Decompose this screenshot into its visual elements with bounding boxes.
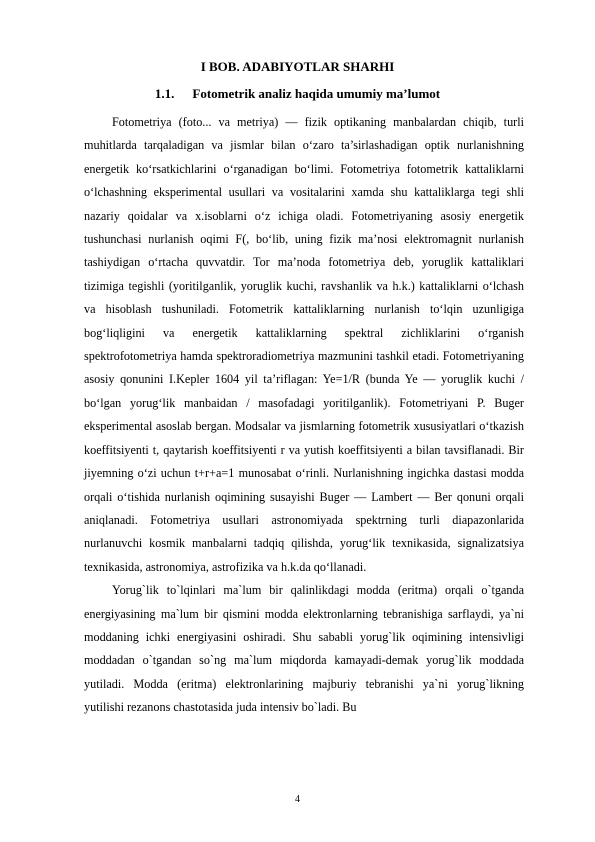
section-title: Fotometrik analiz haqida umumiy ma’lumot	[192, 86, 441, 101]
paragraph-2: Yorug`lik to`lqinlari ma`lum bir qalinlikdagi modda (eritma) orqali o`tganda energiyasining ma`lum bir qismini modda elektronlarning tebranishiga sarflaydi, ya`ni moddaning ichki energiyasini oshiradi. Shu sababli yorug`lik oqimining intensivligi moddadan o`tgandan so`ng ma`lum miqdorda kamayadi-demak yorug`lik moddada yutiladi. Modda (eritma) elektronlarining majburiy tebranishi ya`ni yorug`likning yutilishi rezanons chastotasida juda intensiv bo`ladi. Bu	[84, 583, 524, 715]
body-text	[84, 111, 524, 720]
page-number: 4	[295, 794, 300, 805]
section-number: 1.1.	[154, 86, 175, 101]
paragraph-1: Fotometriya (foto... va metriya) — fizik optikaning manbalardan chiqib, turli muhitlarda tarqaladigan va jismlar bilan o‘zaro ta’sirlashadigan optik nurlanishning energetik ko‘rsatkichlarini o‘rganadigan bo‘limi. Fotometriya fotometrik kattaliklarni o‘lchashning eksperimental usullari va vositalarini xamda shu kattaliklarga tegi shli nazariy qoidalar va x.isoblarni o‘z ichiga oladi. Fotometriyaning asosiy energetik tushunchasi nurlanish oqimi F(, bo‘lib, uning fizik ma’nosi elektromagnit nurlanish tashiydigan o‘rtacha quvvatdir. Tor ma’noda fotometriya deb, yoruglik kattaliklari tizimiga tegishli (yoritilganlik, yoruglik kuchi, ravshanlik va h.k.) kattaliklarni o‘lchash va hisoblash tushuniladi. Fotometrik kattaliklarning nurlanish to‘lqin uzunligiga bog‘liqligini va energetik kattaliklarning spektral zichliklarini o‘rganish spektrofotometriya hamda spektroradiometriya mazmunini tashkil etadi. Fotometriyaning asosiy qonunini I.Kepler 1604 yil ta’riflagan: Ye=1/R (bunda Ye — yoruglik kuchi / bo‘lgan yorug‘lik manbaidan / masofadagi yoritilganlik). Fotometriyani P. Buger eksperimental asoslab bergan. Modsalar va jismlarning fotometrik xususiyatlari o‘tkazish koeffitsiyenti t, qaytarish koeffitsiyenti r va yutish koeffitsiyenti a bilan tavsiflanadi. Bir jiyemning o‘zi uchun t+r+a=1 munosabat o‘rinli. Nurlanishning ingichka dastasi modda orqali o‘tishida nurlanish oqimining susayishi Buger — Lambert — Ber qonuni orqali aniqlanadi. Fotometriya usullari astronomiyada spektrning turli diapazonlarida nurlanuvchi kosmik manbalarni tadqiq qilishda, yorug‘lik texnikasida, signalizatsiya texnikasida, astronomiya, astrofizika va h.k.da qo‘llanadi.	[84, 115, 524, 574]
chapter-title: I BOB. ADABIYOTLAR SHARHI	[200, 59, 395, 74]
section-heading	[0, 86, 595, 102]
